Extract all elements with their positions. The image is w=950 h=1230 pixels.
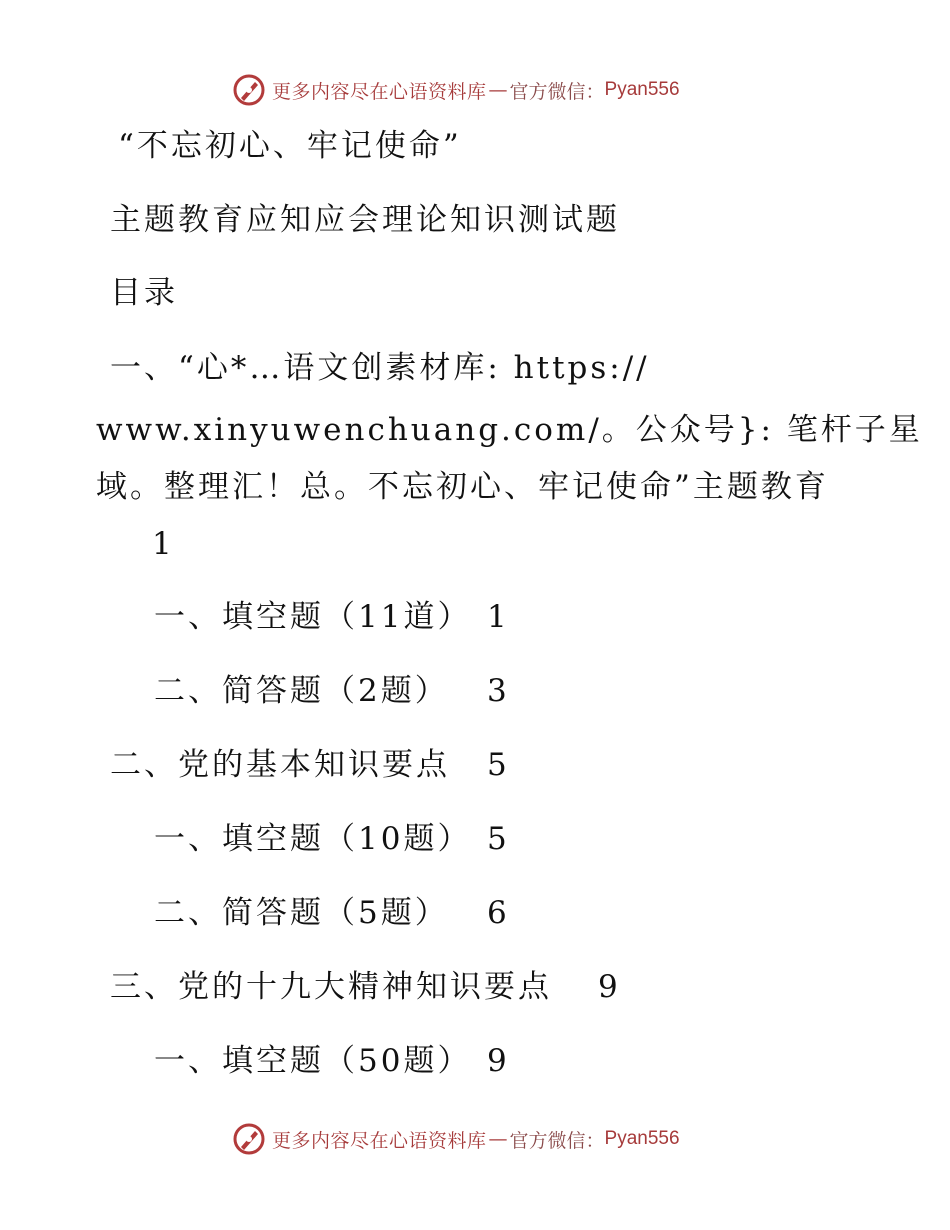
toc-entry-1-page: 1: [152, 526, 172, 562]
header-banner: [232, 70, 752, 110]
toc-entry-text: 三、党的十九大精神知识要点: [110, 969, 552, 1005]
banner-text: 更多内容尽在心语资料库: [272, 1129, 487, 1152]
toc-entry-4: [110, 745, 450, 785]
toc-entry-2-page: 1: [487, 599, 507, 635]
toc-heading: 目录: [110, 275, 178, 311]
toc-entry-4-page: 5: [487, 747, 507, 783]
banner-separator: —: [488, 1128, 508, 1150]
doc-title-line-1: “不忘初心、牢记使命”: [118, 128, 462, 164]
toc-entry-text: 二、简答题（2题）: [154, 673, 449, 709]
toc-entry-1-line-b: www.xinyuwenchuang.com/。公众号}: 笔杆子星: [96, 412, 923, 448]
pen-logo-icon: [232, 1122, 266, 1156]
banner-wechat-label: 官方微信：: [509, 1129, 605, 1152]
toc-entry-1-line-c: 域。整理汇！总。不忘初心、牢记使命”主题教育: [96, 469, 829, 505]
toc-entry-7-page: 9: [598, 969, 618, 1005]
toc-entry-text: 二、简答题（5题）: [154, 895, 449, 931]
toc-entry-1-line-a: 一、“心*…语文创素材库: https://: [110, 350, 650, 386]
toc-entry-2: [154, 597, 471, 637]
banner-separator: —: [488, 79, 508, 101]
toc-entry-3-page: 3: [487, 673, 507, 709]
toc-entry-text: 一、填空题（10题）: [154, 821, 472, 857]
toc-entry-8-page: 9: [487, 1043, 507, 1079]
banner-text: 更多内容尽在心语资料库: [272, 80, 487, 103]
doc-title-line-2: 主题教育应知应会理论知识测试题: [110, 202, 620, 238]
banner-wechat-id: Pyan556: [604, 1128, 680, 1149]
toc-entry-6-page: 6: [487, 895, 507, 931]
toc-entry-6: [154, 893, 449, 933]
toc-entry-7: [110, 967, 552, 1007]
pen-logo-icon: [232, 73, 266, 107]
toc-entry-5-page: 5: [487, 821, 507, 857]
toc-entry-text: 二、党的基本知识要点: [110, 747, 450, 783]
toc-entry-3: [154, 671, 449, 711]
toc-entry-text: 一、填空题（50题）: [154, 1043, 472, 1079]
toc-entry-text: 一、填空题（11道）: [154, 599, 472, 635]
toc-entry-8: [154, 1041, 471, 1081]
banner-wechat-id: Pyan556: [604, 79, 680, 100]
toc-entry-5: [154, 819, 471, 859]
footer-banner: [232, 1119, 752, 1159]
banner-wechat-label: 官方微信：: [509, 80, 605, 103]
